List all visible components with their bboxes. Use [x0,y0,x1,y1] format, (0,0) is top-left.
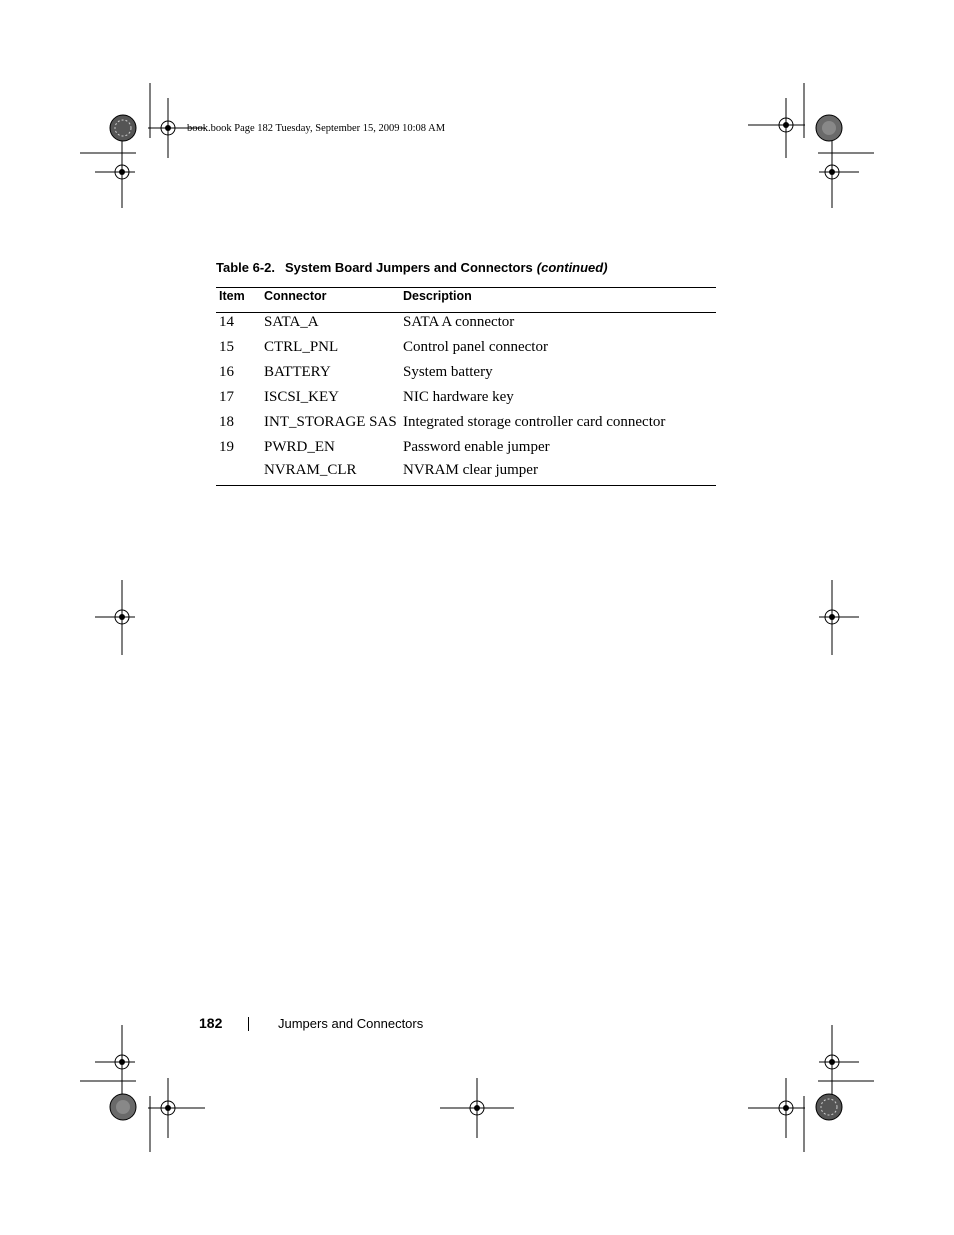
footer-divider [248,1017,249,1031]
table-bottom-rule [216,485,716,486]
cell-connector: ISCSI_KEY [264,389,340,405]
cell-connector: SATA_A [264,314,319,330]
cell-item: 16 [219,364,234,380]
footer-section-title: Jumpers and Connectors [278,1016,424,1031]
cell-item: 17 [219,389,234,405]
table-caption [216,260,608,275]
cell-description: Integrated storage controller card connector [403,414,666,430]
cell-description: SATA A connector [403,314,515,330]
header-description: Description [403,289,472,303]
cell-item: 15 [219,339,234,355]
cell-description: NVRAM clear jumper [403,462,538,478]
table-top-rule [216,287,716,288]
cell-description: NIC hardware key [403,389,514,405]
cell-description: Password enable jumper [403,439,550,455]
table-caption-title: System Board Jumpers and Connectors [285,260,533,275]
cell-connector: INT_STORAGE SAS [264,414,397,430]
header-connector: Connector [264,289,327,303]
table-header-rule [216,312,716,313]
cell-description: Control panel connector [403,339,548,355]
cell-item: 19 [219,439,234,455]
cell-connector: CTRL_PNL [264,339,339,355]
page-slug: book.book Page 182 Tuesday, September 15, 2009 10:08 AM [187,123,446,134]
table-caption-number: Table 6-2. [216,260,276,275]
cell-connector: NVRAM_CLR [264,462,357,478]
table-caption-suffix: (continued) [536,260,608,275]
page-number: 182 [199,1015,223,1031]
cell-connector: BATTERY [264,364,331,380]
cell-connector: PWRD_EN [264,439,335,455]
cell-description: System battery [403,364,493,380]
cell-item: 14 [219,314,234,330]
cell-item: 18 [219,414,234,430]
header-item: Item [219,289,245,303]
